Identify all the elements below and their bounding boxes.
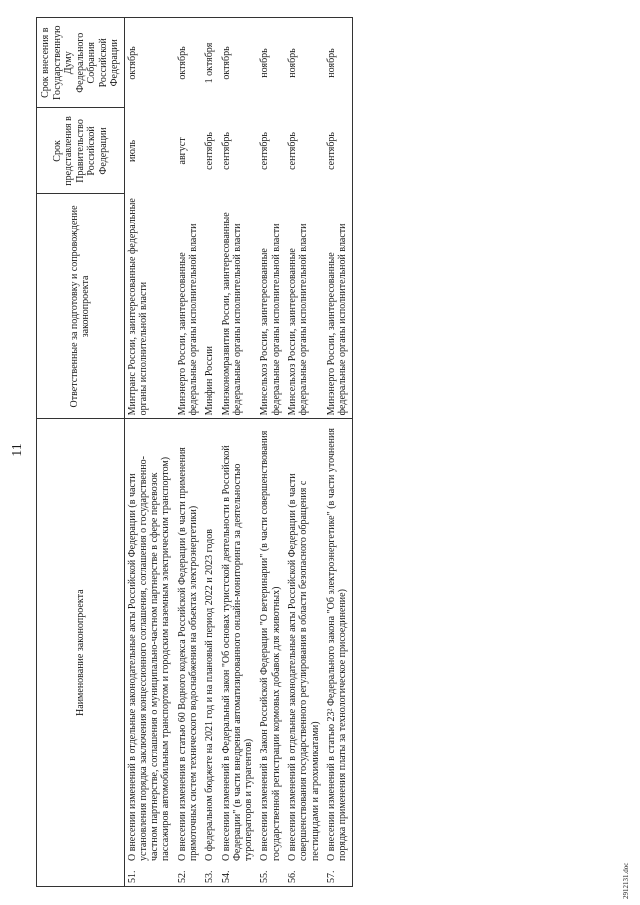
cell-responsible: Минтранс России, заинтересованные федеральные органы исполнительной власти	[126, 198, 149, 416]
cell-responsible: Минэнерго России, заинтересованные федеральные органы исполнительной власти	[176, 223, 199, 416]
cell-duma-deadline: 1 октября	[202, 18, 218, 108]
cell-name	[202, 419, 218, 887]
cell-responsible: Минэкономразвития России, заинтересованные федеральные органы исполнительной власти	[220, 212, 243, 416]
cell-responsible: Минсельхоз России, заинтересованные федеральные органы исполнительной власти	[287, 223, 310, 416]
table-row	[285, 18, 324, 887]
cell-responsible: Минэнерго России, заинтересованные федеральные органы исполнительной власти	[324, 194, 352, 419]
cell-gov-deadline: сентябрь	[220, 132, 232, 170]
cell-duma-deadline: ноябрь	[285, 18, 324, 108]
cell-name	[124, 419, 175, 887]
cell-gov-deadline: август	[176, 137, 188, 165]
table-row	[324, 18, 352, 887]
cell-gov-deadline: сентябрь	[259, 132, 271, 170]
cell-gov-deadline: сентябрь	[204, 132, 216, 170]
row-number: 55.	[259, 870, 271, 883]
bill-title: О внесении изменения в статью 60 Водного кодекса Российской Федерации (в части применения прямоточных систем технического водоснабжения на объектах электроэнергетики)	[176, 447, 199, 861]
bill-title: О федеральном бюджете на 2021 год и на плановый период 2022 и 2023 годов	[204, 529, 216, 861]
cell-duma-deadline: ноябрь	[257, 18, 285, 108]
row-number: 56.	[287, 870, 299, 883]
bill-title: О внесении изменений в статью 23² Федерального закона "Об электроэнергетике" (в части уточнения порядка применения платы за технологическое присоединение)	[325, 428, 349, 861]
table-row	[124, 18, 175, 887]
table-row	[175, 18, 203, 887]
bill-title: О внесении изменений в Федеральный закон "Об основах туристской деятельности в Российской Федерации" (в части внедрения автоматизированного онлайн-мониторинга за деятельностью туроператоров и турагентов)	[220, 445, 255, 861]
table-row	[257, 18, 285, 887]
page-number: 11	[10, 443, 25, 457]
bill-title: О внесении изменений в отдельные законодательные акты Российской Федерации (в части совершенствования государственного регулирования в области безопасного обращения с пестицидами и агрохимикатами)	[287, 473, 321, 861]
header-responsible: Ответственные за подготовку и сопровождение законопроекта	[37, 194, 125, 419]
header-gov-deadline: Срок представления в Правительство Российской Федерации	[37, 108, 125, 194]
row-number: 57.	[325, 870, 337, 883]
cell-duma-deadline: октябрь	[124, 18, 175, 108]
header-duma-deadline: Срок внесения в Государственную Думу Федерального Собрания Российской Федерации	[37, 18, 125, 108]
cell-name	[219, 419, 258, 887]
cell-responsible: Минфин России	[204, 346, 216, 416]
cell-gov-deadline: июль	[126, 139, 138, 163]
row-number: 53.	[204, 870, 216, 883]
cell-name	[324, 419, 352, 887]
cell-gov-deadline: сентябрь	[287, 132, 299, 170]
cell-name	[175, 419, 203, 887]
table-row	[202, 18, 218, 887]
bill-title: О внесении изменений в отдельные законодательные акты Российской Федерации (в части установления порядка заключения концессионного соглашения, соглашения о государственно-частном партнерстве, соглашения о муниципально-частном партнерстве в сфере перевозок пассажиров автомобильным транспортом и городским наземным электрическим транспортом)	[126, 456, 172, 861]
cell-duma-deadline: ноябрь	[324, 18, 352, 108]
cell-name	[285, 419, 324, 887]
cell-name	[257, 419, 285, 887]
cell-responsible: Минсельхоз России, заинтересованные федеральные органы исполнительной власти	[259, 223, 282, 416]
table-body	[124, 18, 352, 887]
legislation-plan-table	[36, 17, 353, 887]
cell-duma-deadline: октябрь	[175, 18, 203, 108]
bill-title: О внесении изменений в Закон Российской Федерации "О ветеринарии" (в части совершенствования государственной регистрации кормовых добавок для животных)	[259, 430, 282, 861]
cell-gov-deadline: сентябрь	[324, 108, 352, 194]
table-row	[219, 18, 258, 887]
row-number: 54.	[220, 870, 232, 883]
cell-duma-deadline: октябрь	[219, 18, 258, 108]
row-number: 51.	[126, 870, 138, 883]
header-name: Наименование законопроекта	[37, 419, 125, 887]
row-number: 52.	[176, 870, 188, 883]
document-id: 2912131.doc	[622, 862, 630, 899]
table-header-row	[37, 18, 125, 887]
